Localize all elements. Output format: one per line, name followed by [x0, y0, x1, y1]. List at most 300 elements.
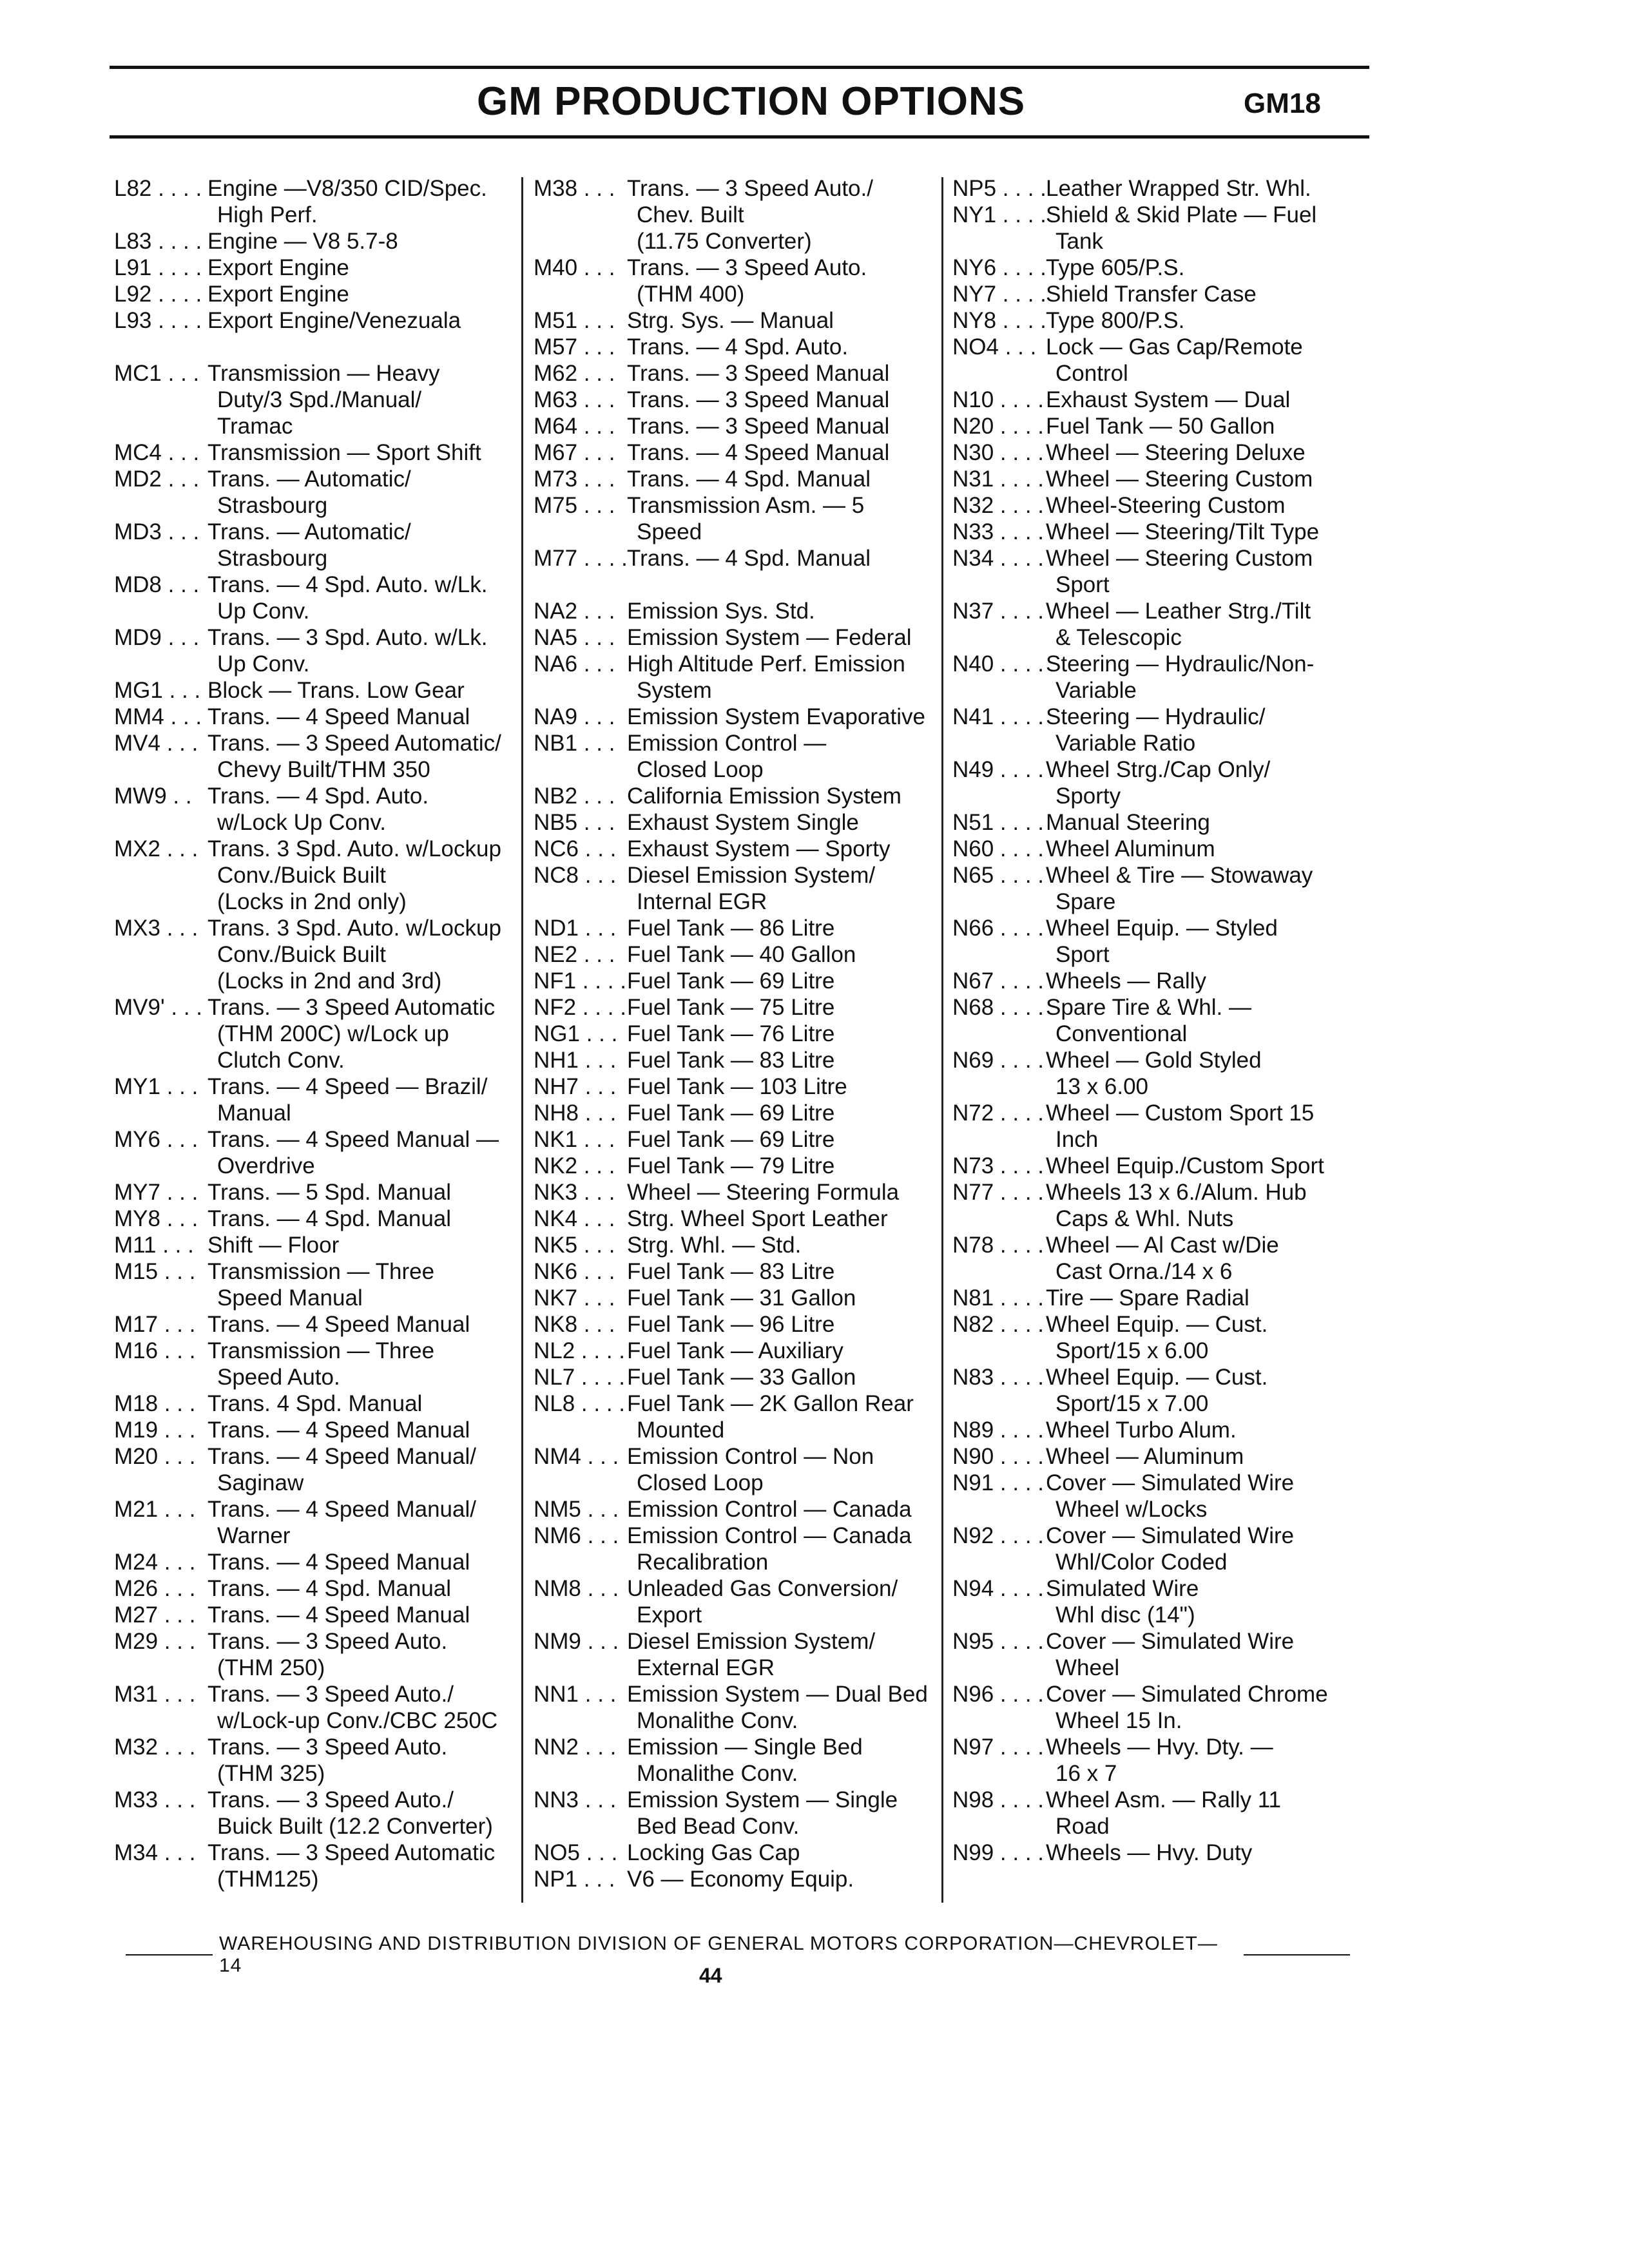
option-entry	[534, 255, 933, 307]
option-code: NK3 . . .	[534, 1180, 615, 1205]
option-description: Exhaust System — Dual	[1046, 387, 1291, 412]
option-description: Wheels — Hvy. Duty	[1046, 1840, 1253, 1865]
option-code: M62 . . .	[534, 361, 615, 386]
option-entry	[534, 1126, 933, 1153]
option-entry	[952, 281, 1365, 307]
option-entry	[534, 413, 933, 439]
option-description: Transmission Asm. — 5	[627, 493, 865, 518]
option-description: Trans. — 4 Spd. Manual	[627, 466, 871, 492]
option-description: Wheel — Steering Formula	[627, 1180, 900, 1205]
option-entry	[952, 439, 1365, 466]
option-entry	[114, 175, 514, 228]
option-code: NF1 . . . .	[534, 968, 626, 994]
option-description: Trans. — 4 Speed Manual	[207, 1602, 470, 1628]
option-description-continued: Variable Ratio	[1055, 731, 1196, 756]
option-entry	[534, 809, 933, 836]
option-code: N89 . . . .	[952, 1418, 1044, 1443]
option-description-continued: Up Conv.	[217, 651, 310, 677]
footer-text: WAREHOUSING AND DISTRIBUTION DIVISION OF GENERAL MOTORS CORPORATION—CHEVROLET—14	[219, 1933, 1218, 1976]
option-code: N51 . . . .	[952, 810, 1044, 835]
option-description-continued: (Locks in 2nd and 3rd)	[217, 968, 442, 994]
option-description-continued: Wheel 15 In.	[1055, 1708, 1182, 1733]
option-code: NN2 . . .	[534, 1735, 617, 1760]
option-description: Wheel Equip. — Styled	[1046, 916, 1278, 941]
option-description: Emission Control — Canada	[627, 1523, 912, 1548]
option-description: Steering — Hydraulic/	[1046, 704, 1266, 729]
option-description: Emission System — Single	[627, 1787, 898, 1812]
option-entry	[114, 1126, 514, 1179]
option-code: NM8 . . .	[534, 1576, 619, 1601]
option-entry	[534, 1575, 933, 1628]
option-description: Engine — V8 5.7-8	[207, 229, 398, 254]
option-description-continued: Export	[637, 1602, 702, 1628]
option-description: Diesel Emission System/	[627, 863, 876, 888]
option-entry	[534, 387, 933, 413]
option-entry	[952, 1364, 1365, 1417]
option-code: NK2 . . .	[534, 1153, 615, 1178]
option-description: Fuel Tank — 83 Litre	[627, 1048, 835, 1073]
option-description: Wheel — Custom Sport 15	[1046, 1100, 1315, 1126]
option-description: Fuel Tank — 86 Litre	[627, 916, 835, 941]
option-description-continued: Speed Manual	[217, 1285, 363, 1311]
option-description: Wheel — Steering Custom	[1046, 546, 1313, 571]
option-entry	[952, 255, 1365, 281]
option-code: M64 . . .	[534, 414, 615, 439]
option-code: MY6 . . .	[114, 1127, 198, 1152]
option-description-continued: Bed Bead Conv.	[637, 1814, 800, 1839]
option-description-continued: (THM 200C) w/Lock up	[217, 1021, 449, 1046]
option-entry	[952, 809, 1365, 836]
option-description-continued: High Perf.	[217, 202, 318, 227]
option-description: Wheel Asm. — Rally 11	[1046, 1787, 1282, 1812]
column-divider	[521, 177, 523, 1903]
option-description: Trans. — 3 Speed Auto./	[627, 176, 873, 201]
option-code: MY7 . . .	[114, 1180, 198, 1205]
option-description: Trans. 4 Spd. Manual	[207, 1391, 423, 1416]
option-code: M57 . . .	[534, 334, 615, 360]
option-description: Trans. — 4 Spd. Auto.	[627, 334, 849, 360]
option-description-continued: Sport/15 x 6.00	[1055, 1338, 1209, 1363]
option-entry	[952, 1628, 1365, 1681]
option-description: Trans. — 4 Speed Manual	[207, 1312, 470, 1337]
option-entry	[114, 704, 514, 730]
option-description: Trans. — 3 Speed Auto.	[207, 1629, 448, 1654]
option-code: MM4 . . .	[114, 704, 202, 729]
option-entry	[114, 307, 514, 334]
option-code: NP1 . . .	[534, 1867, 615, 1892]
option-description-continued: Conv./Buick Built	[217, 863, 386, 888]
option-description: Wheel — Leather Strg./Tilt	[1046, 599, 1311, 624]
option-code: N33 . . . .	[952, 519, 1044, 544]
option-description-continued: Sport	[1055, 572, 1110, 597]
option-description: Export Engine/Venezuala	[207, 308, 461, 333]
option-description-continued: Conv./Buick Built	[217, 942, 386, 967]
option-code: M15 . . .	[114, 1259, 196, 1284]
option-description: Diesel Emission System/	[627, 1629, 876, 1654]
option-code: N97 . . . .	[952, 1735, 1044, 1760]
option-description: Type 800/P.S.	[1046, 308, 1185, 333]
option-code: M19 . . .	[114, 1418, 196, 1443]
option-description-continued: Wheel	[1055, 1655, 1120, 1680]
option-description: Fuel Tank — 40 Gallon	[627, 942, 856, 967]
option-code: M51 . . .	[534, 308, 615, 333]
option-code: N91 . . . .	[952, 1470, 1044, 1495]
option-description: Export Engine	[207, 255, 349, 280]
option-description: Emission System — Federal	[627, 625, 912, 650]
option-entry	[534, 915, 933, 941]
option-description: Wheel Turbo Alum.	[1046, 1418, 1237, 1443]
option-description: Trans. 3 Spd. Auto. w/Lockup	[207, 836, 501, 861]
section-code: GM18	[1244, 88, 1321, 119]
option-description: Trans. — 3 Speed Auto./	[207, 1787, 454, 1812]
option-description: California Emission System	[627, 783, 901, 809]
column-divider	[941, 177, 943, 1903]
options-column-3	[952, 175, 1365, 1866]
option-code: L93 . . . .	[114, 308, 202, 333]
option-code: N98 . . . .	[952, 1787, 1044, 1812]
option-description: Leather Wrapped Str. Whl.	[1046, 176, 1311, 201]
option-code: NL2 . . . .	[534, 1338, 625, 1363]
option-entry	[114, 519, 514, 572]
option-description-continued: (THM 250)	[217, 1655, 325, 1680]
option-entry	[952, 1734, 1365, 1787]
option-description-continued: Cast Orna./14 x 6	[1055, 1259, 1233, 1284]
header-bottom-rule	[110, 135, 1369, 139]
option-description: Wheel Strg./Cap Only/	[1046, 757, 1271, 782]
option-entry	[114, 836, 514, 915]
option-description: Fuel Tank — 96 Litre	[627, 1312, 835, 1337]
option-entry	[114, 466, 514, 519]
option-code: MD9 . . .	[114, 625, 200, 650]
option-description: Wheel Aluminum	[1046, 836, 1215, 861]
option-entry	[114, 1073, 514, 1126]
option-description: Trans. — Automatic/	[207, 519, 411, 544]
option-description: Shield & Skid Plate — Fuel	[1046, 202, 1317, 227]
option-description: Trans. — 4 Spd. Auto.	[207, 783, 429, 809]
option-description: Trans. — 4 Spd. Manual	[207, 1206, 452, 1231]
option-description-continued: (Locks in 2nd only)	[217, 889, 407, 914]
option-entry	[534, 651, 933, 704]
option-description: Tire — Spare Radial	[1046, 1285, 1249, 1311]
option-description-continued: Closed Loop	[637, 757, 764, 782]
option-entry	[534, 1153, 933, 1179]
option-code: NM5 . . .	[534, 1497, 619, 1522]
option-code: N30 . . . .	[952, 440, 1044, 465]
option-description-continued: Conventional	[1055, 1021, 1188, 1046]
option-description: Wheel — Aluminum	[1046, 1444, 1244, 1469]
option-description: Trans. — 4 Speed Manual	[627, 440, 890, 465]
option-entry	[952, 466, 1365, 492]
option-entry	[952, 756, 1365, 809]
option-description: Fuel Tank — 69 Litre	[627, 1127, 835, 1152]
page-number: 44	[699, 1964, 722, 1987]
option-description: Emission System — Dual Bed	[627, 1682, 928, 1707]
option-entry	[534, 1734, 933, 1787]
option-entry	[952, 994, 1365, 1047]
option-entry	[114, 1232, 514, 1258]
option-description: Trans. — 4 Spd. Auto. w/Lk.	[207, 572, 488, 597]
option-code: L83 . . . .	[114, 229, 202, 254]
option-description-continued: Mounted	[637, 1418, 725, 1443]
option-entry	[952, 1470, 1365, 1523]
option-code: N95 . . . .	[952, 1629, 1044, 1654]
option-code: N82 . . . .	[952, 1312, 1044, 1337]
option-description: Export Engine	[207, 282, 349, 307]
option-code: NH8 . . .	[534, 1100, 617, 1126]
option-code: MV4 . . .	[114, 731, 198, 756]
option-entry	[114, 994, 514, 1073]
option-code: NF2 . . . .	[534, 995, 626, 1020]
option-code: N34 . . . .	[952, 546, 1044, 571]
option-description: Transmission — Three	[207, 1338, 435, 1363]
option-description: Fuel Tank — 2K Gallon Rear	[627, 1391, 914, 1416]
option-code: M21 . . .	[114, 1497, 196, 1522]
option-entry	[534, 1285, 933, 1311]
option-entry	[534, 1311, 933, 1338]
option-code: N37 . . . .	[952, 599, 1044, 624]
option-description: Trans. — 3 Speed Manual	[627, 387, 890, 412]
option-description-continued: Clutch Conv.	[217, 1048, 345, 1073]
option-entry	[114, 1575, 514, 1602]
option-entry	[114, 1179, 514, 1206]
option-code: MD3 . . .	[114, 519, 200, 544]
option-description: Cover — Simulated Wire	[1046, 1523, 1295, 1548]
footer-rule-right	[1244, 1954, 1350, 1956]
option-description: Trans. — 4 Speed — Brazil/	[207, 1074, 488, 1099]
option-code: M77 . . . .	[534, 546, 628, 571]
option-code: NO4 . . .	[952, 334, 1037, 360]
option-description: High Altitude Perf. Emission	[627, 651, 905, 677]
option-description: Manual Steering	[1046, 810, 1210, 835]
option-description: Trans. — 3 Speed Auto./	[207, 1682, 454, 1707]
option-description: Trans. — 3 Speed Auto.	[627, 255, 867, 280]
option-code: NP5 . . . .	[952, 176, 1046, 201]
option-description-continued: Buick Built (12.2 Converter)	[217, 1814, 493, 1839]
option-entry	[114, 1258, 514, 1311]
option-entry	[534, 1021, 933, 1047]
option-code: N40 . . . .	[952, 651, 1044, 677]
option-entry	[114, 1840, 514, 1892]
option-description: Emission System Evaporative	[627, 704, 925, 729]
option-entry	[534, 1787, 933, 1840]
option-code: NL7 . . . .	[534, 1365, 625, 1390]
option-description: Shift — Floor	[207, 1233, 340, 1258]
option-code: NK4 . . .	[534, 1206, 615, 1231]
option-entry	[534, 466, 933, 492]
option-description: Wheel — Al Cast w/Die	[1046, 1233, 1279, 1258]
option-code: N32 . . . .	[952, 493, 1044, 518]
option-description-continued: Tramac	[217, 414, 293, 439]
option-description: Wheels 13 x 6./Alum. Hub	[1046, 1180, 1307, 1205]
options-column-2	[534, 175, 933, 1892]
option-description-continued: 13 x 6.00	[1055, 1074, 1148, 1099]
option-description-continued: Chev. Built	[637, 202, 744, 227]
option-code: M63 . . .	[534, 387, 615, 412]
option-entry	[952, 651, 1365, 704]
option-description-continued: External EGR	[637, 1655, 775, 1680]
option-description: Strg. Whl. — Std.	[627, 1233, 802, 1258]
option-entry	[534, 968, 933, 994]
option-code: M29 . . .	[114, 1629, 196, 1654]
option-entry	[114, 228, 514, 255]
option-description: Fuel Tank — 79 Litre	[627, 1153, 835, 1178]
option-description-continued: Whl/Color Coded	[1055, 1550, 1228, 1575]
option-entry	[952, 1047, 1365, 1100]
option-description: Emission Control —	[627, 731, 827, 756]
option-description: Trans. — 4 Speed Manual	[207, 1550, 470, 1575]
option-description-continued: w/Lock-up Conv./CBC 250C	[217, 1708, 498, 1733]
option-entry	[952, 1311, 1365, 1364]
option-description: Fuel Tank — 31 Gallon	[627, 1285, 856, 1311]
option-description-continued: Internal EGR	[637, 889, 767, 914]
option-code: NB1 . . .	[534, 731, 615, 756]
option-description-continued: Closed Loop	[637, 1470, 764, 1495]
option-description: Fuel Tank — 76 Litre	[627, 1021, 835, 1046]
option-description: Shield Transfer Case	[1046, 282, 1257, 307]
option-description: Trans. — 4 Spd. Manual	[207, 1576, 452, 1601]
option-entry	[114, 439, 514, 466]
option-description: Trans. — 3 Speed Automatic/	[207, 731, 501, 756]
option-description-continued: (THM 325)	[217, 1761, 325, 1786]
option-code: NC6 . . .	[534, 836, 617, 861]
option-description-continued: Sport/15 x 7.00	[1055, 1391, 1209, 1416]
option-code: M27 . . .	[114, 1602, 196, 1628]
option-entry	[534, 1100, 933, 1126]
option-entry	[952, 1840, 1365, 1866]
option-description-continued: Monalithe Conv.	[637, 1708, 798, 1733]
option-code: L82 . . . .	[114, 176, 202, 201]
option-entry	[114, 915, 514, 994]
option-entry	[534, 1496, 933, 1523]
option-code: N41 . . . .	[952, 704, 1044, 729]
option-code: M20 . . .	[114, 1444, 196, 1469]
option-code: N77 . . . .	[952, 1180, 1044, 1205]
option-description: Locking Gas Cap	[627, 1840, 800, 1865]
option-code: N72 . . . .	[952, 1100, 1044, 1126]
option-entry	[114, 1681, 514, 1734]
option-entry	[534, 1258, 933, 1285]
option-code: M16 . . .	[114, 1338, 196, 1363]
option-description-continued: System	[637, 678, 712, 703]
option-code: MG1 . . .	[114, 678, 201, 703]
option-code: NA2 . . .	[534, 599, 615, 624]
option-entry	[952, 334, 1365, 387]
option-code: M33 . . .	[114, 1787, 196, 1812]
option-entry	[534, 1073, 933, 1100]
option-entry	[114, 1390, 514, 1417]
option-entry	[114, 1206, 514, 1232]
option-entry	[114, 1496, 514, 1549]
option-description: Fuel Tank — 69 Litre	[627, 968, 835, 994]
option-description: Wheel & Tire — Stowaway	[1046, 863, 1313, 888]
option-entry	[952, 1232, 1365, 1285]
option-description-continued: Manual	[217, 1100, 291, 1126]
option-entry	[952, 1100, 1365, 1153]
option-code: MC4 . . .	[114, 440, 200, 465]
option-entry	[952, 1417, 1365, 1443]
option-code: NK7 . . .	[534, 1285, 615, 1311]
option-description-continued: Caps & Whl. Nuts	[1055, 1206, 1234, 1231]
option-code: NA6 . . .	[534, 651, 615, 677]
option-entry	[114, 360, 514, 439]
option-description: Wheel — Steering Custom	[1046, 466, 1313, 492]
option-entry	[114, 255, 514, 281]
page-footer	[126, 1933, 1350, 1977]
option-code: N10 . . . .	[952, 387, 1044, 412]
option-entry	[952, 862, 1365, 915]
option-description: Trans. — 4 Speed Manual	[207, 704, 470, 729]
option-entry	[114, 1628, 514, 1681]
option-code: N96 . . . .	[952, 1682, 1044, 1707]
option-entry	[534, 1206, 933, 1232]
option-entry	[114, 730, 514, 783]
option-code: MV9' . . .	[114, 995, 202, 1020]
page-title: GM PRODUCTION OPTIONS	[477, 79, 1026, 124]
option-description-continued: Monalithe Conv.	[637, 1761, 798, 1786]
option-description: Trans. — 4 Speed Manual/	[207, 1444, 476, 1469]
option-description-continued: Saginaw	[217, 1470, 304, 1495]
option-description: Trans. — 3 Speed Auto.	[207, 1735, 448, 1760]
option-code: N92 . . . .	[952, 1523, 1044, 1548]
option-code: MX3 . . .	[114, 916, 198, 941]
option-entry	[534, 1866, 933, 1892]
option-entry	[952, 202, 1365, 255]
option-description-continued: Strasbourg	[217, 546, 328, 571]
option-description: Emission Control — Canada	[627, 1497, 912, 1522]
option-entry	[952, 1153, 1365, 1179]
option-code: NY6 . . . .	[952, 255, 1046, 280]
option-code: N60 . . . .	[952, 836, 1044, 861]
footer-rule-left	[126, 1954, 213, 1956]
option-description: Cover — Simulated Wire	[1046, 1470, 1295, 1495]
option-description: Wheel Equip./Custom Sport	[1046, 1153, 1324, 1178]
option-description: Cover — Simulated Wire	[1046, 1629, 1295, 1654]
option-entry	[534, 1047, 933, 1073]
option-entry	[952, 704, 1365, 756]
option-entry	[534, 1364, 933, 1390]
option-entry	[952, 598, 1365, 651]
option-code: M34 . . .	[114, 1840, 196, 1865]
option-entry	[952, 968, 1365, 994]
option-description-continued: Up Conv.	[217, 599, 310, 624]
option-code: N20 . . . .	[952, 414, 1044, 439]
option-description: Simulated Wire	[1046, 1576, 1199, 1601]
option-entry	[114, 1338, 514, 1390]
option-code: NM6 . . .	[534, 1523, 619, 1548]
option-description-continued: Warner	[217, 1523, 291, 1548]
option-description: V6 — Economy Equip.	[627, 1867, 854, 1892]
option-code: NE2 . . .	[534, 942, 615, 967]
option-description: Emission Control — Non	[627, 1444, 874, 1469]
option-code: M38 . . .	[534, 176, 615, 201]
option-entry	[534, 783, 933, 809]
option-entry	[952, 1523, 1365, 1575]
option-code: M67 . . .	[534, 440, 615, 465]
option-code: M40 . . .	[534, 255, 615, 280]
option-entry	[952, 1681, 1365, 1734]
option-code: MW9 . .	[114, 783, 192, 809]
option-code: NO5 . . .	[534, 1840, 618, 1865]
option-code: M17 . . .	[114, 1312, 196, 1337]
option-description-continued: Inch	[1055, 1127, 1099, 1152]
option-entry	[534, 836, 933, 862]
option-description: Fuel Tank — 75 Litre	[627, 995, 835, 1020]
option-entry	[534, 1840, 933, 1866]
option-entry	[534, 862, 933, 915]
option-description: Engine —V8/350 CID/Spec.	[207, 176, 487, 201]
option-description: Block — Trans. Low Gear	[207, 678, 465, 703]
option-code: NL8 . . . .	[534, 1391, 625, 1416]
